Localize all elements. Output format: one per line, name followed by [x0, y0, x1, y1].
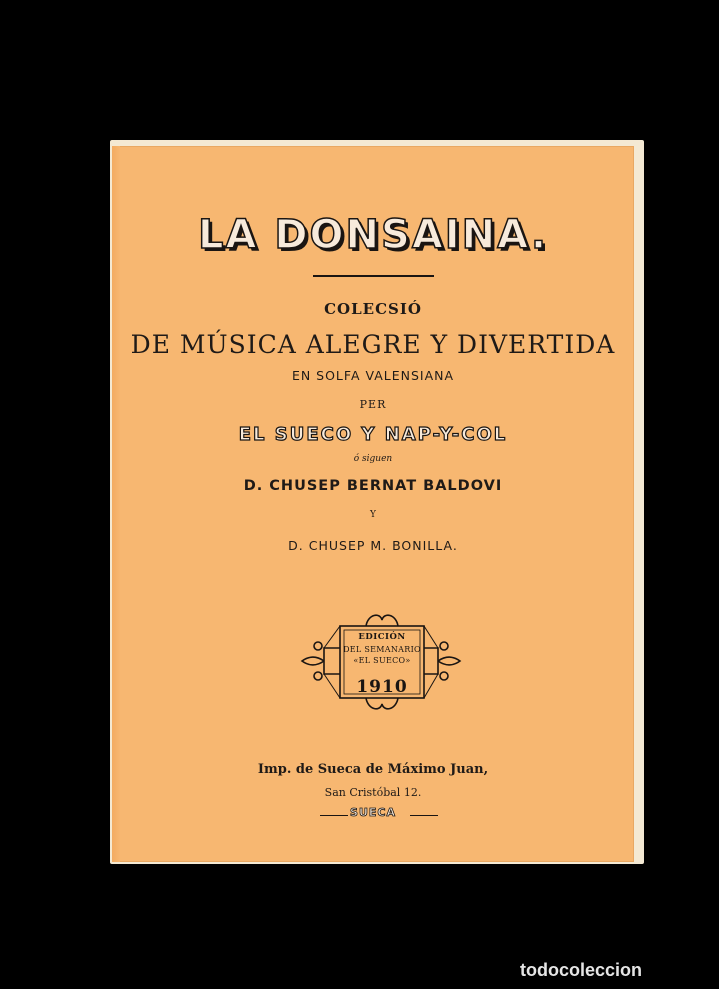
solfa-line: EN SOLFA VALENSIANA	[291, 368, 455, 383]
city-rule-right	[410, 815, 438, 816]
cover-title: LA DONSAINA.	[197, 212, 549, 258]
y-line: Y	[370, 510, 376, 520]
authors-pseudonym: EL SUECO Y NAP-Y-COL	[238, 424, 508, 445]
siguen-line: ó siguen	[353, 454, 393, 464]
author-baldovi: D. CHUSEP BERNAT BALDOVI	[243, 478, 503, 494]
edicion-label: EDICIÓN	[358, 632, 406, 642]
watermark: todocoleccion	[520, 960, 643, 980]
semanario-label: DEL SEMANARIO	[343, 645, 421, 654]
address-line: San Cristóbal 12.	[324, 786, 422, 799]
colecsio-line: COLECSIÓ	[324, 300, 422, 318]
edition-year: 1910	[356, 677, 408, 697]
author-bonilla: D. CHUSEP M. BONILLA.	[288, 538, 458, 553]
musica-line: DE MÚSICA ALEGRE Y DIVERTIDA	[130, 330, 616, 359]
title-rule	[313, 275, 434, 277]
city-line: SUECA	[350, 806, 396, 819]
per-line: PER	[359, 398, 387, 411]
el-sueco-label: «EL SUECO»	[353, 656, 411, 665]
printer-line: Imp. de Sueca de Máximo Juan,	[257, 762, 489, 777]
